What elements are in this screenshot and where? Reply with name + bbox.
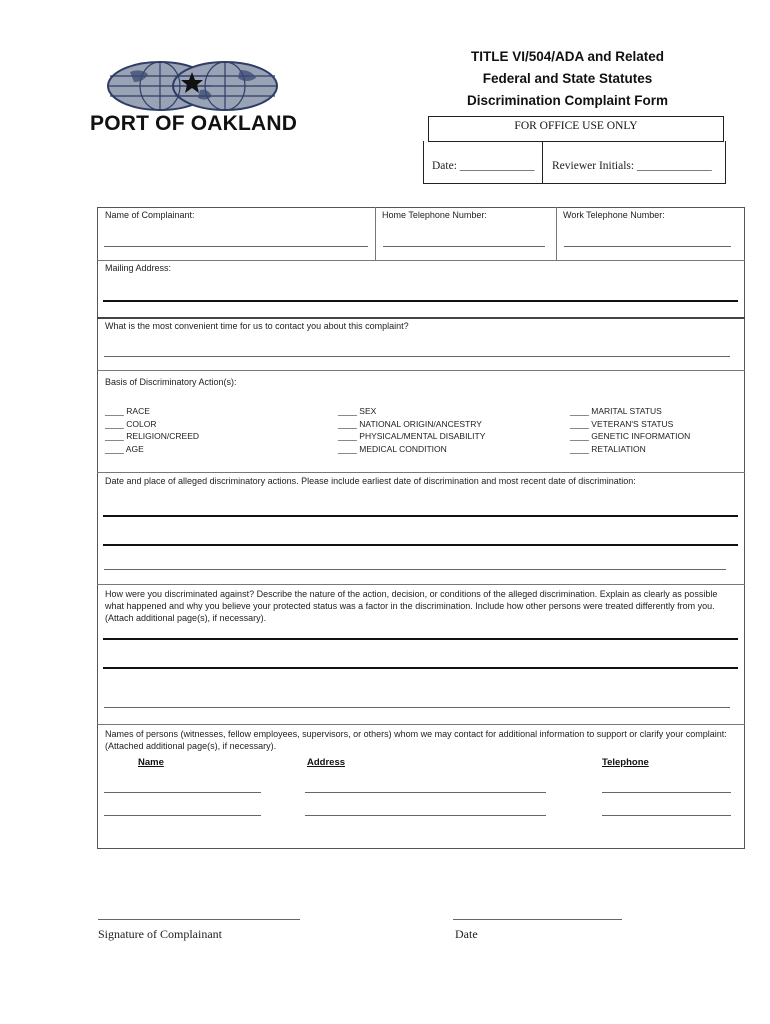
logo-text: PORT OF OAKLAND (90, 112, 298, 135)
office-use-divider (542, 141, 543, 183)
date-place-label: Date and place of alleged discriminatory actions. Please include earliest date of discrimination and most recent date of discrimination: (105, 476, 636, 486)
signature-label: Signature of Complainant (98, 927, 222, 941)
date-place-line-2[interactable] (103, 544, 738, 546)
contact-time-input[interactable] (104, 356, 730, 357)
signature-input[interactable] (98, 919, 300, 920)
witness-phone-2-input[interactable] (602, 815, 731, 816)
how-line-1[interactable] (103, 638, 738, 640)
col-address-header: Address (307, 757, 346, 768)
office-date-field[interactable]: Date: _____________ (432, 160, 535, 172)
basis-option-disability[interactable]: ____ PHYSICAL/MENTAL DISABILITY (338, 431, 486, 441)
basis-option-genetic[interactable]: ____ GENETIC INFORMATION (570, 431, 691, 441)
row-separator (97, 724, 745, 725)
reviewer-initials-field[interactable]: Reviewer Initials: _____________ (552, 160, 712, 172)
col-name-header: Name (138, 757, 164, 768)
basis-label: Basis of Discriminatory Action(s): (105, 377, 237, 387)
how-line-3[interactable] (104, 707, 730, 708)
basis-option-retaliation[interactable]: ____ RETALIATION (570, 443, 646, 454)
column-divider (556, 207, 557, 260)
how-line-2[interactable] (103, 667, 738, 669)
basis-option-veteran[interactable]: ____ VETERAN'S STATUS (570, 418, 674, 429)
globe-logo-icon (100, 60, 285, 112)
row-separator (97, 260, 745, 261)
basis-option-religion[interactable]: ____ RELIGION/CREED (105, 431, 200, 441)
persons-label: Names of persons (witnesses, fellow employees, supervisors, or others) whom we may contact for additional information to support or clarify your complaint: (Attached additional page(s), if necessary). (105, 729, 727, 751)
witness-address-2-input[interactable] (305, 815, 546, 816)
basis-option-sex[interactable]: ____ SEX (338, 406, 377, 416)
complaint-form (97, 207, 745, 849)
basis-option-marital[interactable]: ____ MARITAL STATUS (570, 406, 662, 416)
work-phone-input[interactable] (564, 246, 731, 247)
basis-option-age[interactable]: ____ AGE (105, 443, 144, 454)
basis-option-color[interactable]: ____ COLOR (105, 418, 157, 429)
basis-option-race[interactable]: ____ RACE (105, 406, 150, 416)
date-place-line-3[interactable] (104, 569, 726, 570)
mailing-address-label: Mailing Address: (105, 263, 172, 273)
col-telephone-header: Telephone (602, 757, 649, 768)
form-title-line-3: Discrimination Complaint Form (466, 93, 669, 108)
office-use-header: FOR OFFICE USE ONLY (514, 120, 638, 132)
basis-option-medical[interactable]: ____ MEDICAL CONDITION (338, 443, 447, 454)
how-discriminated-label: How were you discriminated against? Describe the nature of the action, decision, or conditions of the alleged discrimination. Explain as clearly as possible what happened and why you believe your protected status was a factor in the discrimination. Include how other persons were treated differently from you. (Attach additional page(s), if necessary). (105, 589, 718, 623)
witness-name-1-input[interactable] (104, 792, 261, 793)
date-place-line-1[interactable] (103, 515, 738, 517)
row-separator (97, 472, 745, 473)
row-separator (97, 370, 745, 371)
signature-date-input[interactable] (453, 919, 622, 920)
home-phone-input[interactable] (383, 246, 545, 247)
row-separator (97, 317, 745, 319)
office-use-box (428, 116, 724, 142)
witness-name-2-input[interactable] (104, 815, 261, 816)
work-phone-label: Work Telephone Number: (563, 210, 665, 220)
form-title-line-2: Federal and State Statutes (482, 71, 653, 86)
column-divider (375, 207, 376, 260)
home-phone-label: Home Telephone Number: (382, 210, 487, 220)
witness-address-1-input[interactable] (305, 792, 546, 793)
form-title-line-1: TITLE VI/504/ADA and Related (470, 49, 665, 64)
witness-phone-1-input[interactable] (602, 792, 731, 793)
complainant-name-label: Name of Complainant: (105, 210, 195, 220)
mailing-address-input[interactable] (103, 300, 738, 302)
row-separator (97, 584, 745, 585)
complainant-name-input[interactable] (104, 246, 368, 247)
contact-time-label: What is the most convenient time for us to contact you about this complaint? (105, 321, 409, 331)
basis-option-national-origin[interactable]: ____ NATIONAL ORIGIN/ANCESTRY (338, 418, 482, 429)
signature-date-label: Date (455, 927, 478, 941)
